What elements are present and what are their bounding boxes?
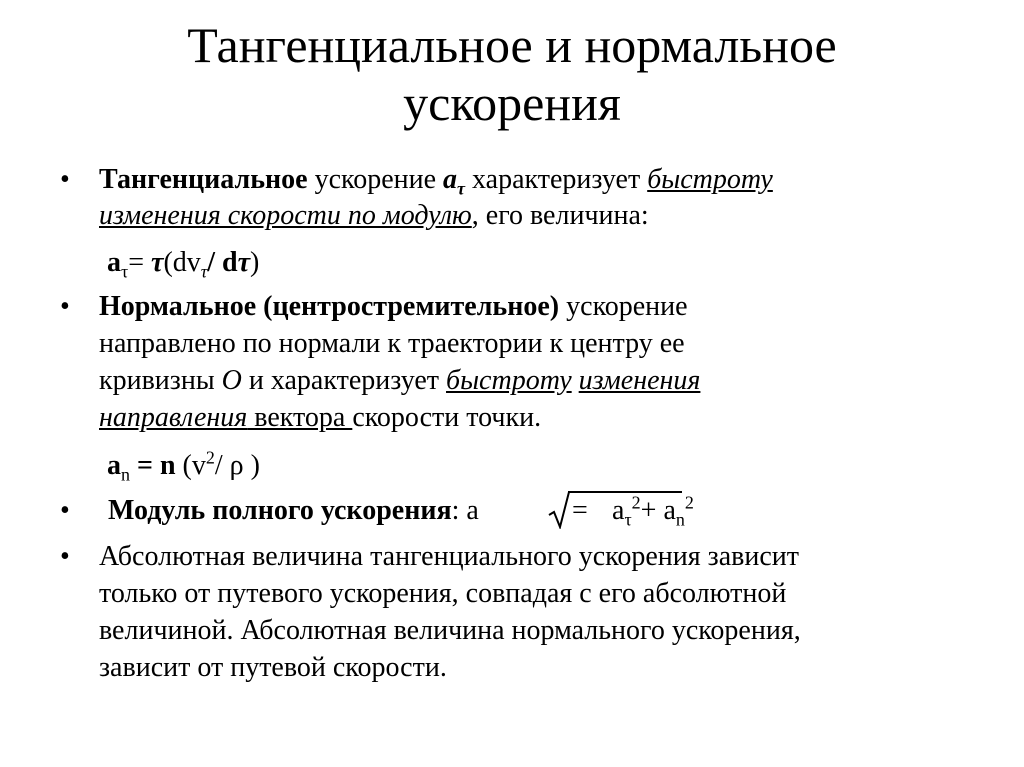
bullet-2: • <box>60 291 70 322</box>
formula-tangential <box>107 246 259 280</box>
f2-n: n <box>159 450 176 481</box>
sqrt-icon <box>548 491 570 529</box>
item-2-text-1: ускорение <box>559 291 688 322</box>
item-1-line-1 <box>99 163 773 197</box>
item-3-line-1 <box>108 494 479 528</box>
f2-eq: = <box>130 450 160 481</box>
item-4-line-4: зависит от путевой скорости. <box>99 652 447 683</box>
f1-open: (dv <box>163 247 201 278</box>
item-1-text-3: , его величина: <box>471 200 649 231</box>
f1-eq: = <box>128 247 152 278</box>
item-1-text-2: характеризует <box>465 164 648 195</box>
f3-plus: + a <box>640 495 676 526</box>
a-tau-symbol: a <box>443 164 458 195</box>
f3-a1-sup: 2 <box>631 492 641 513</box>
f2-sup: 2 <box>205 447 215 468</box>
f1-a: a <box>107 247 121 278</box>
bullet-1: • <box>60 164 70 195</box>
f3-a2-sup: 2 <box>684 492 694 513</box>
item-2-bold: Нормальное (центростремительное) <box>99 291 560 322</box>
item-2-underline-2: изменения <box>578 365 701 396</box>
formula-total-sum <box>612 494 694 528</box>
item-2-line-2: направлено по нормали к траектории к центру ее <box>99 328 685 359</box>
bullet-3: • <box>60 495 70 526</box>
sqrt-overline <box>568 491 682 493</box>
slide-title <box>0 16 1024 132</box>
item-4-line-1: Абсолютная величина тангенциального ускорения зависит <box>99 541 799 572</box>
item-2-underline-1: быстроту <box>446 365 572 396</box>
title-line-2: ускорения <box>403 75 621 131</box>
item-2-O: O <box>221 365 242 396</box>
item-2-text-end: скорости точки. <box>352 402 542 433</box>
f1-a-sub: τ <box>121 261 129 282</box>
item-2-text-b: и характеризует <box>241 365 447 396</box>
f1-v-sub: τ <box>200 261 208 282</box>
item-3-colon: : a <box>451 495 479 526</box>
f2-open: (v <box>175 450 206 481</box>
bullet-4: • <box>60 541 70 572</box>
f3-a2-sub: n <box>675 509 685 530</box>
formula-normal <box>107 449 260 483</box>
item-2-text-a: кривизны <box>99 365 222 396</box>
f1-close: ) <box>250 247 260 278</box>
f2-rest: / ρ ) <box>214 450 260 481</box>
item-1-line-2 <box>99 199 649 233</box>
item-2-underline-4: вектора <box>247 402 353 433</box>
f1-slash: / d <box>207 247 238 278</box>
item-4-line-3: величиной. Абсолютная величина нормального ускорения, <box>99 615 801 646</box>
item-3-bold: Модуль полного ускорения <box>108 495 452 526</box>
f2-a: a <box>107 450 121 481</box>
item-2-underline-3: направления <box>99 402 248 433</box>
item-1-underline-1: быстроту <box>647 164 773 195</box>
formula-total-rhs <box>572 494 588 528</box>
f1-tau: τ <box>151 247 164 278</box>
item-4-line-2: только от путевого ускорения, совпадая с его абсолютной <box>99 578 787 609</box>
item-2-line-1 <box>99 290 688 324</box>
item-2-line-4 <box>99 401 541 435</box>
item-1-bold: Тангенциальное <box>99 164 308 195</box>
a-tau-sub: τ <box>457 178 466 199</box>
item-1-underline-2: изменения скорости по модулю <box>99 200 472 231</box>
f3-eq: = <box>572 495 588 526</box>
f3-a1: a <box>612 495 625 526</box>
f1-tau-2: τ <box>237 247 251 278</box>
item-1-text: ускорение <box>307 164 444 195</box>
f2-a-sub: n <box>121 464 130 485</box>
f3-a1-sub: τ <box>624 509 632 530</box>
item-2-line-3 <box>99 364 700 398</box>
title-line-1: Тангенциальное и нормальное <box>187 17 837 73</box>
